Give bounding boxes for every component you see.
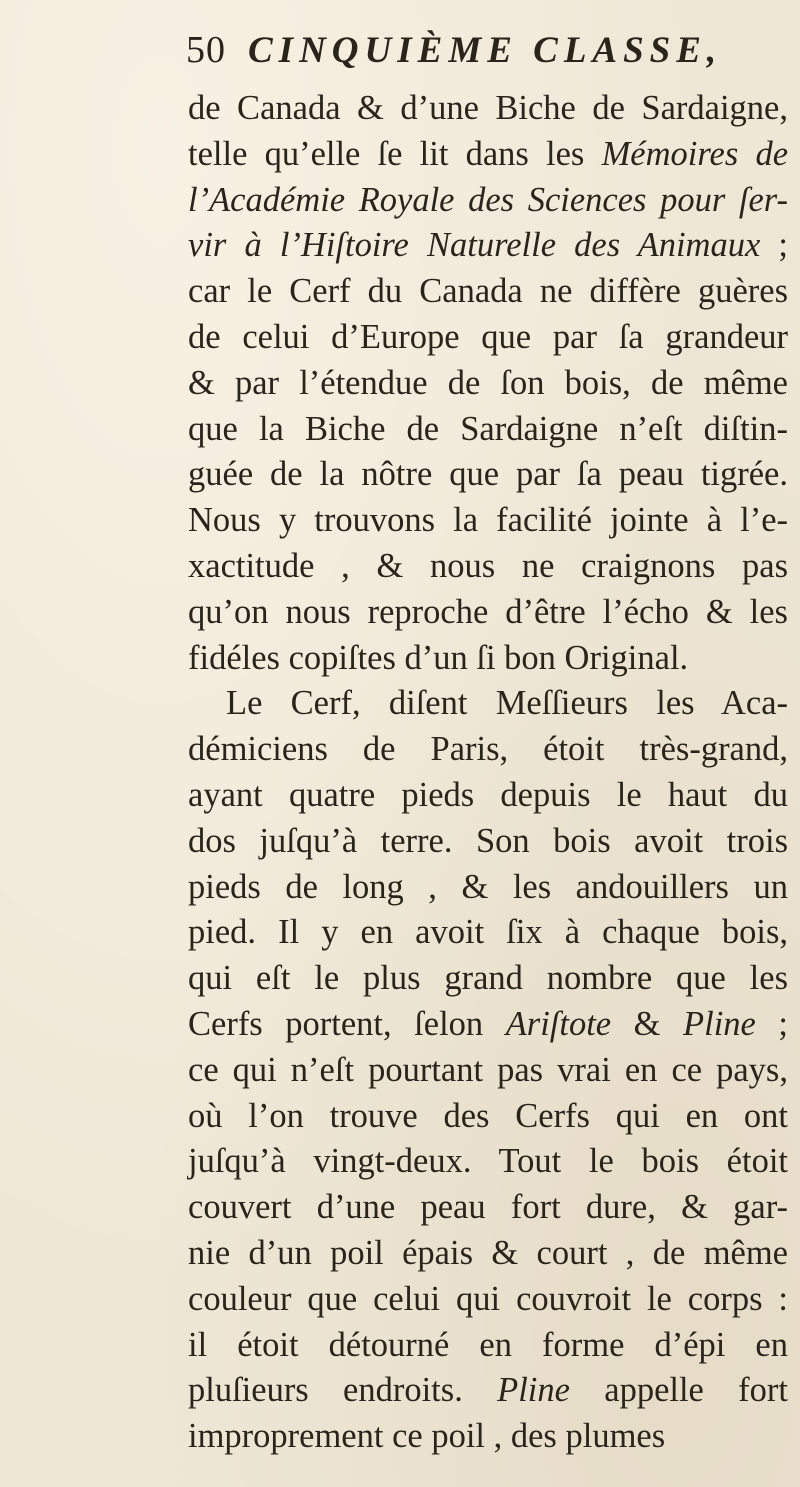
text-line	[188, 863, 788, 911]
text-line	[188, 634, 788, 682]
text-line	[188, 405, 788, 453]
text-run: ;	[755, 1005, 788, 1043]
text-line	[188, 359, 788, 407]
text-run: appelle fort	[569, 1371, 788, 1410]
text-line	[188, 221, 788, 269]
text-run: xactitude , & nous ne craignons pas	[188, 547, 788, 585]
text-run: qu’on nous reproche d’être l’écho & les	[188, 592, 788, 631]
text-line	[188, 1366, 788, 1414]
text-line	[188, 817, 788, 865]
text-run: pieds de long , & les andouillers un	[188, 867, 788, 906]
text-line	[188, 908, 788, 956]
text-line	[188, 1183, 788, 1231]
italic-text-run: Pline	[683, 1005, 756, 1043]
text-line	[188, 1229, 788, 1277]
text-line	[188, 1000, 788, 1048]
text-line	[188, 313, 788, 361]
text-line	[188, 267, 788, 315]
italic-text-run: Pline	[497, 1371, 570, 1410]
text-run: & par l’étendue de ſon bois, de même	[188, 363, 788, 402]
text-run: couleur que celui qui couvroit le corps :	[188, 1279, 788, 1318]
running-title: CINQUIÈME CLASSE,	[248, 30, 723, 71]
text-line	[188, 1046, 788, 1094]
text-run: ce qui n’eſt pourtant pas vrai en ce pays,	[188, 1050, 788, 1089]
italic-text-run: Mémoires de	[601, 134, 789, 173]
text-line	[188, 1137, 788, 1185]
text-run: guée de la nôtre que par ſa peau tigrée.	[188, 455, 788, 494]
text-line	[188, 1275, 788, 1323]
text-run: ayant quatre pieds depuis le haut du	[188, 776, 788, 814]
text-run: telle qu’elle ſe lit dans les	[188, 134, 602, 173]
text-run: pied. Il y en avoit ſix à chaque bois,	[188, 913, 788, 952]
text-line	[188, 1092, 788, 1140]
text-line	[188, 84, 788, 132]
text-run: car le Cerf du Canada ne diffère guères	[188, 272, 788, 311]
text-run: de celui d’Europe que par ſa grandeur	[188, 318, 788, 356]
text-run: ;	[760, 226, 788, 265]
text-run: Cerfs portent, ſelon	[188, 1005, 506, 1043]
text-run: qui eſt le plus grand nombre que les	[188, 959, 788, 998]
text-line	[188, 176, 788, 224]
text-line	[188, 496, 788, 544]
text-run: où l’on trouve des Cerfs qui en ont	[188, 1096, 788, 1135]
text-run: Le Cerf, diſent Meſſieurs les Aca-	[226, 684, 788, 723]
text-run: dos juſqu’à terre. Son bois avoit trois	[188, 821, 788, 860]
text-run: nie d’un poil épais & court , de même	[188, 1234, 788, 1272]
text-run: fidéles copiſtes d’un ſi bon Original.	[188, 638, 689, 677]
italic-text-run: vir à l’Hiſtoire Naturelle des Animaux	[188, 226, 761, 265]
text-run: juſqu’à vingt-deux. Tout le bois étoit	[188, 1142, 788, 1181]
text-line	[188, 1321, 788, 1369]
text-run: improprement ce poil , des plumes	[188, 1417, 666, 1456]
text-run: de Canada & d’une Biche de Sardaigne,	[188, 89, 788, 127]
text-run: &	[611, 1005, 684, 1043]
text-run: il étoit détourné en forme d’épi en	[188, 1325, 788, 1364]
text-run: démiciens de Paris, étoit très-grand,	[188, 730, 788, 769]
text-run: pluſieurs endroits.	[188, 1371, 498, 1410]
text-line	[188, 771, 788, 819]
italic-text-run: l’Académie Royale des Sciences pour ſer-	[188, 180, 788, 219]
italic-text-run: Ariſtote	[505, 1005, 612, 1043]
page-header	[186, 28, 722, 88]
page-number: 50	[186, 29, 226, 71]
text-run: couvert d’une peau fort dure, & gar-	[188, 1188, 788, 1227]
text-line	[188, 725, 788, 773]
text-run: Nous y trouvons la facilité jointe à l’e-	[188, 501, 788, 540]
text-line	[188, 954, 788, 1002]
text-run: que la Biche de Sardaigne n’eſt diſtin-	[188, 409, 788, 448]
text-line	[188, 542, 788, 590]
text-line	[188, 450, 788, 498]
text-line	[226, 679, 788, 727]
text-line	[188, 130, 788, 178]
text-line	[188, 1412, 788, 1460]
text-line	[188, 588, 788, 636]
